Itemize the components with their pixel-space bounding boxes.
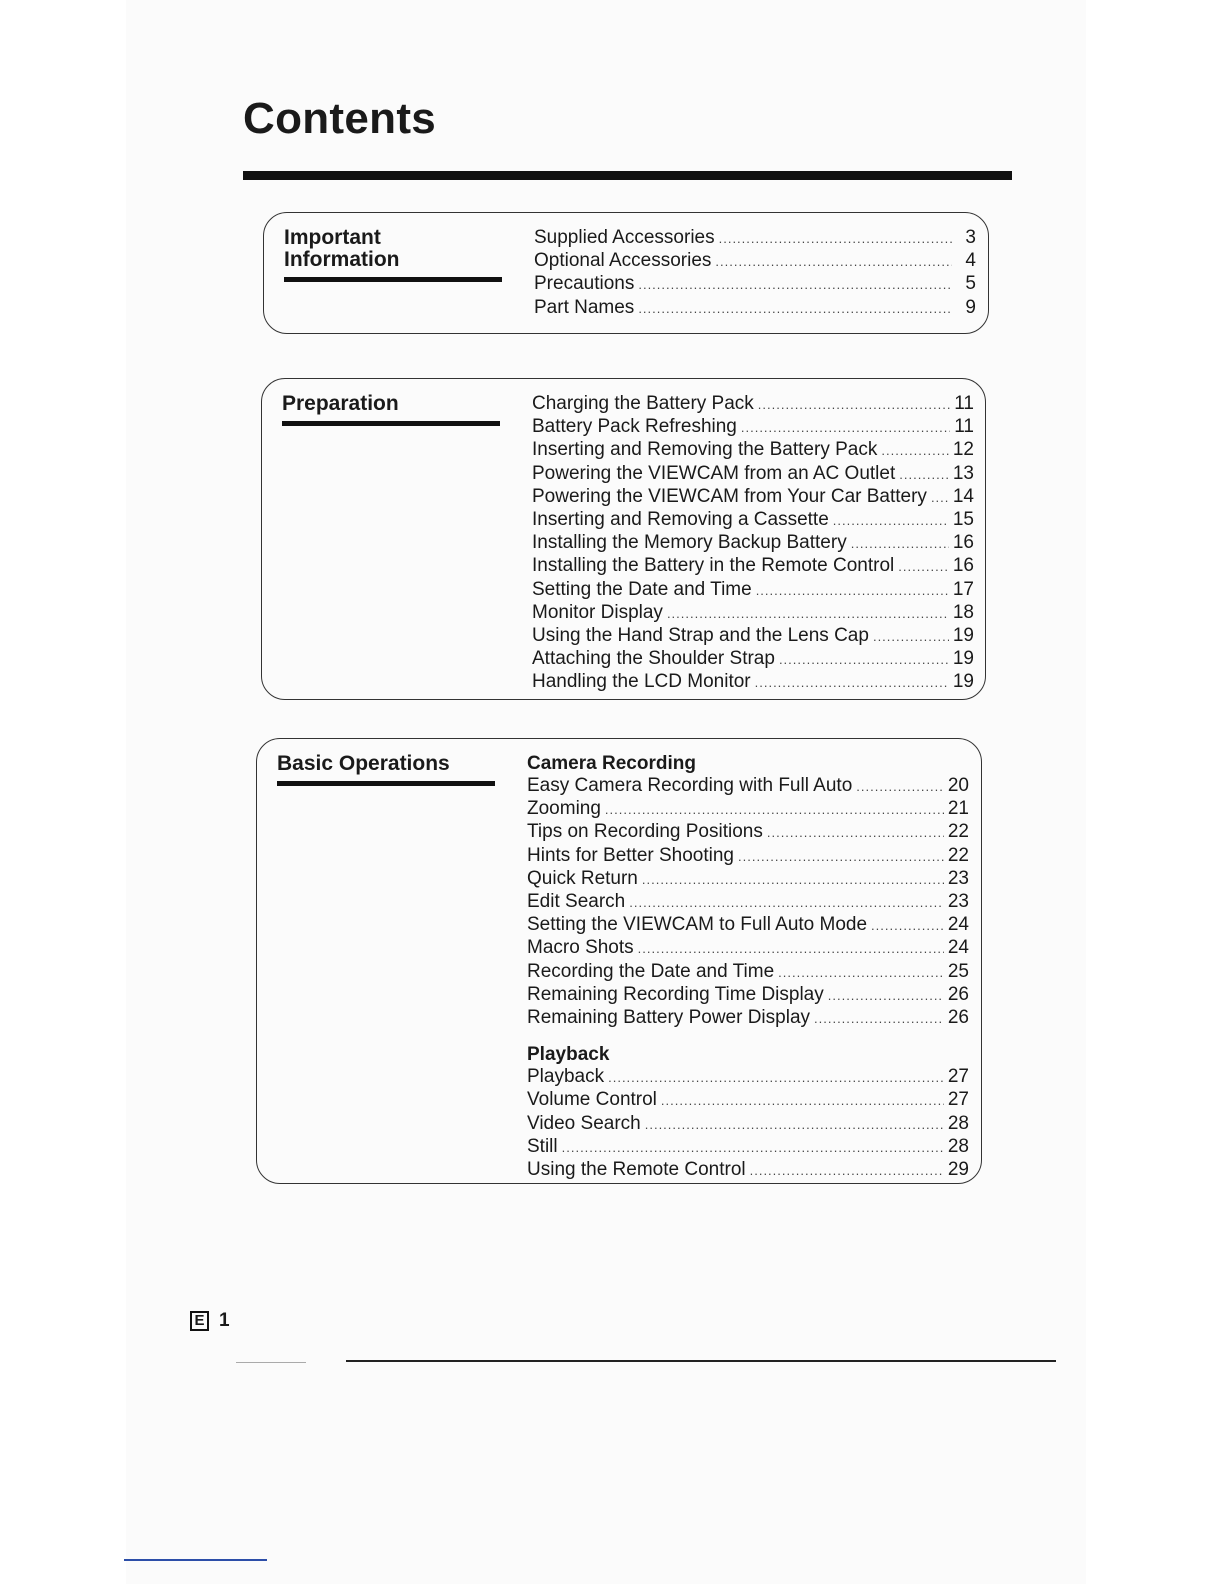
toc-entry[interactable] xyxy=(527,868,969,891)
toc-entry-page: 9 xyxy=(965,296,976,318)
toc-entry-label: Supplied Accessories xyxy=(534,227,715,248)
dot-leader xyxy=(856,776,944,798)
dot-leader xyxy=(605,799,944,821)
toc-entry[interactable] xyxy=(532,671,974,694)
toc-entry-label: Hints for Better Shooting xyxy=(527,844,734,866)
dot-leader xyxy=(562,1137,944,1159)
section-basic-operations xyxy=(256,738,982,1184)
toc-entry-page: 20 xyxy=(947,775,969,796)
toc-entry-page: 22 xyxy=(947,821,969,843)
toc-entry-label: Using the Remote Control xyxy=(527,1159,746,1181)
toc-entry[interactable] xyxy=(527,984,969,1007)
toc-entry-label: Inserting and Removing the Battery Pack xyxy=(532,439,878,461)
toc-entry-page: 19 xyxy=(952,648,974,670)
toc-entry-label: Precautions xyxy=(534,273,635,295)
section-title-line: Important xyxy=(284,226,381,249)
toc-entry[interactable] xyxy=(527,914,969,937)
dot-leader xyxy=(661,1090,944,1112)
group-spacer xyxy=(527,1030,969,1044)
dot-leader xyxy=(719,228,952,250)
toc-entry[interactable] xyxy=(527,1007,969,1030)
toc-entry-label: Quick Return xyxy=(527,867,638,889)
toc-entry[interactable] xyxy=(532,486,974,509)
toc-entry[interactable] xyxy=(532,416,974,439)
toc-entry-page: 11 xyxy=(954,393,974,414)
toc-entry-label: Powering the VIEWCAM from Your Car Battery xyxy=(532,485,927,507)
section-entries xyxy=(527,753,969,1182)
dot-leader xyxy=(642,869,944,891)
page-title: Contents xyxy=(243,94,437,143)
section-heading xyxy=(277,753,495,786)
toc-entry-page: 13 xyxy=(952,462,974,484)
toc-entry-page: 21 xyxy=(947,798,969,820)
section-heading xyxy=(284,227,502,282)
toc-entry[interactable] xyxy=(527,1066,969,1089)
toc-entry-label: Part Names xyxy=(534,296,635,318)
toc-entry[interactable] xyxy=(532,555,974,578)
toc-entry[interactable] xyxy=(527,1159,969,1182)
toc-entry-label: Monitor Display xyxy=(532,601,663,623)
toc-entry-page: 28 xyxy=(947,1112,969,1134)
toc-entry-label: Video Search xyxy=(527,1112,641,1134)
toc-entry-label: Handling the LCD Monitor xyxy=(532,671,751,693)
toc-entry-page: 12 xyxy=(952,439,974,461)
toc-entry[interactable] xyxy=(527,937,969,960)
dot-leader xyxy=(755,672,949,694)
toc-entry[interactable] xyxy=(534,273,976,296)
toc-entry-page: 16 xyxy=(952,555,974,577)
toc-entry-page: 27 xyxy=(947,1066,969,1088)
toc-entry-page: 24 xyxy=(947,914,969,936)
dot-leader xyxy=(873,626,949,648)
dot-leader xyxy=(931,487,949,509)
toc-entry-page: 19 xyxy=(952,671,974,693)
toc-entry-label: Installing the Battery in the Remote Control xyxy=(532,555,895,577)
title-rule xyxy=(243,171,1012,180)
toc-entry-page: 18 xyxy=(952,601,974,623)
toc-entry-page: 16 xyxy=(952,532,974,554)
dot-leader xyxy=(715,251,952,273)
toc-entry[interactable] xyxy=(532,625,974,648)
toc-entry[interactable] xyxy=(532,509,974,532)
toc-entry-page: 24 xyxy=(947,937,969,959)
toc-entry[interactable] xyxy=(532,648,974,671)
section-title-line: Basic Operations xyxy=(277,752,450,775)
section-title-line: Information xyxy=(284,248,400,271)
toc-entry-page: 29 xyxy=(947,1159,969,1181)
section-entries xyxy=(534,227,976,320)
dot-leader xyxy=(638,298,952,320)
section-entries xyxy=(532,393,974,695)
toc-entry-label: Easy Camera Recording with Full Auto xyxy=(527,775,853,796)
toc-entry[interactable] xyxy=(527,845,969,868)
dot-leader xyxy=(638,938,944,960)
toc-entry[interactable] xyxy=(532,393,974,416)
toc-entry-label: Playback xyxy=(527,1066,605,1088)
dot-leader xyxy=(828,985,944,1007)
toc-entry[interactable] xyxy=(532,439,974,462)
dot-leader xyxy=(667,603,949,625)
toc-entry[interactable] xyxy=(527,798,969,821)
toc-entry-label: Tips on Recording Positions xyxy=(527,821,763,843)
toc-entry-label: Remaining Battery Power Display xyxy=(527,1007,811,1029)
toc-entry-page: 23 xyxy=(947,891,969,913)
toc-entry-page: 26 xyxy=(947,983,969,1005)
subsection-heading: Camera Recording xyxy=(527,753,696,774)
language-badge: E xyxy=(190,1311,209,1331)
toc-entry-page: 15 xyxy=(952,509,974,531)
subsection-heading: Playback xyxy=(527,1044,610,1066)
toc-entry-label: Setting the VIEWCAM to Full Auto Mode xyxy=(527,914,868,936)
section-title xyxy=(277,753,495,786)
dot-leader xyxy=(758,394,950,416)
toc-entry-label: Setting the Date and Time xyxy=(532,578,752,600)
dot-leader xyxy=(833,510,949,532)
dot-leader xyxy=(629,892,944,914)
toc-entry-label: Installing the Memory Backup Battery xyxy=(532,532,847,554)
toc-entry[interactable] xyxy=(532,579,974,602)
toc-entry-label: Still xyxy=(527,1135,558,1157)
toc-entry-page: 26 xyxy=(947,1007,969,1029)
toc-entry[interactable] xyxy=(534,297,976,320)
toc-entry-label: Powering the VIEWCAM from an AC Outlet xyxy=(532,462,896,484)
toc-entry-page: 19 xyxy=(952,625,974,647)
toc-entry[interactable] xyxy=(527,1136,969,1159)
dot-leader xyxy=(741,417,950,439)
toc-entry-label: Volume Control xyxy=(527,1089,657,1111)
section-preparation xyxy=(261,378,986,700)
toc-entry-label: Attaching the Shoulder Strap xyxy=(532,648,775,670)
dot-leader xyxy=(899,464,949,486)
dot-leader xyxy=(638,274,952,296)
section-important-information xyxy=(263,212,989,334)
toc-entry-label: Zooming xyxy=(527,798,601,820)
section-title xyxy=(282,393,500,426)
toc-entry-page: 25 xyxy=(947,960,969,982)
toc-entry-page: 22 xyxy=(947,844,969,866)
scan-edge-line xyxy=(124,1559,267,1561)
toc-entry-page: 23 xyxy=(947,867,969,889)
toc-entry-page: 4 xyxy=(965,250,976,272)
toc-entry[interactable] xyxy=(534,227,976,250)
dot-leader xyxy=(767,822,944,844)
dot-leader xyxy=(608,1067,944,1089)
toc-entry-label: Remaining Recording Time Display xyxy=(527,983,824,1005)
dot-leader xyxy=(778,962,944,984)
toc-entry-page: 14 xyxy=(952,485,974,507)
toc-entry-page: 17 xyxy=(952,578,974,600)
page-footer xyxy=(190,1310,230,1332)
toc-entry[interactable] xyxy=(527,891,969,914)
dot-leader xyxy=(756,580,949,602)
dot-leader xyxy=(750,1160,944,1182)
section-title xyxy=(284,227,502,282)
dot-leader xyxy=(898,556,949,578)
toc-entry-label: Optional Accessories xyxy=(534,250,712,272)
page-number: 1 xyxy=(219,1310,230,1331)
footer-rule xyxy=(346,1360,1056,1362)
dot-leader xyxy=(851,533,949,555)
dot-leader xyxy=(814,1008,944,1030)
section-heading xyxy=(282,393,500,426)
toc-entry-label: Edit Search xyxy=(527,891,626,913)
toc-entry[interactable] xyxy=(527,1113,969,1136)
toc-entry-page: 5 xyxy=(965,273,976,295)
toc-entry-label: Battery Pack Refreshing xyxy=(532,416,737,438)
toc-entry-label: Macro Shots xyxy=(527,937,634,959)
toc-entry-page: 3 xyxy=(965,227,976,248)
toc-entry-label: Charging the Battery Pack xyxy=(532,393,754,414)
toc-entry[interactable] xyxy=(527,961,969,984)
toc-entry-page: 11 xyxy=(954,416,974,438)
dot-leader xyxy=(738,846,944,868)
footer-rule-faint xyxy=(236,1362,306,1363)
toc-entry-page: 28 xyxy=(947,1135,969,1157)
toc-entry-page: 27 xyxy=(947,1089,969,1111)
toc-entry[interactable] xyxy=(527,1089,969,1112)
toc-entry[interactable] xyxy=(527,775,969,798)
dot-leader xyxy=(645,1114,944,1136)
toc-entry[interactable] xyxy=(532,532,974,555)
toc-entry-label: Recording the Date and Time xyxy=(527,960,775,982)
dot-leader xyxy=(881,440,949,462)
toc-entry-label: Using the Hand Strap and the Lens Cap xyxy=(532,625,869,647)
toc-entry[interactable] xyxy=(532,602,974,625)
dot-leader xyxy=(779,649,949,671)
toc-entry[interactable] xyxy=(527,821,969,844)
section-title-line: Preparation xyxy=(282,392,399,415)
toc-entry-label: Inserting and Removing a Cassette xyxy=(532,509,829,531)
dot-leader xyxy=(871,915,944,937)
toc-entry[interactable] xyxy=(534,250,976,273)
toc-entry[interactable] xyxy=(532,463,974,486)
